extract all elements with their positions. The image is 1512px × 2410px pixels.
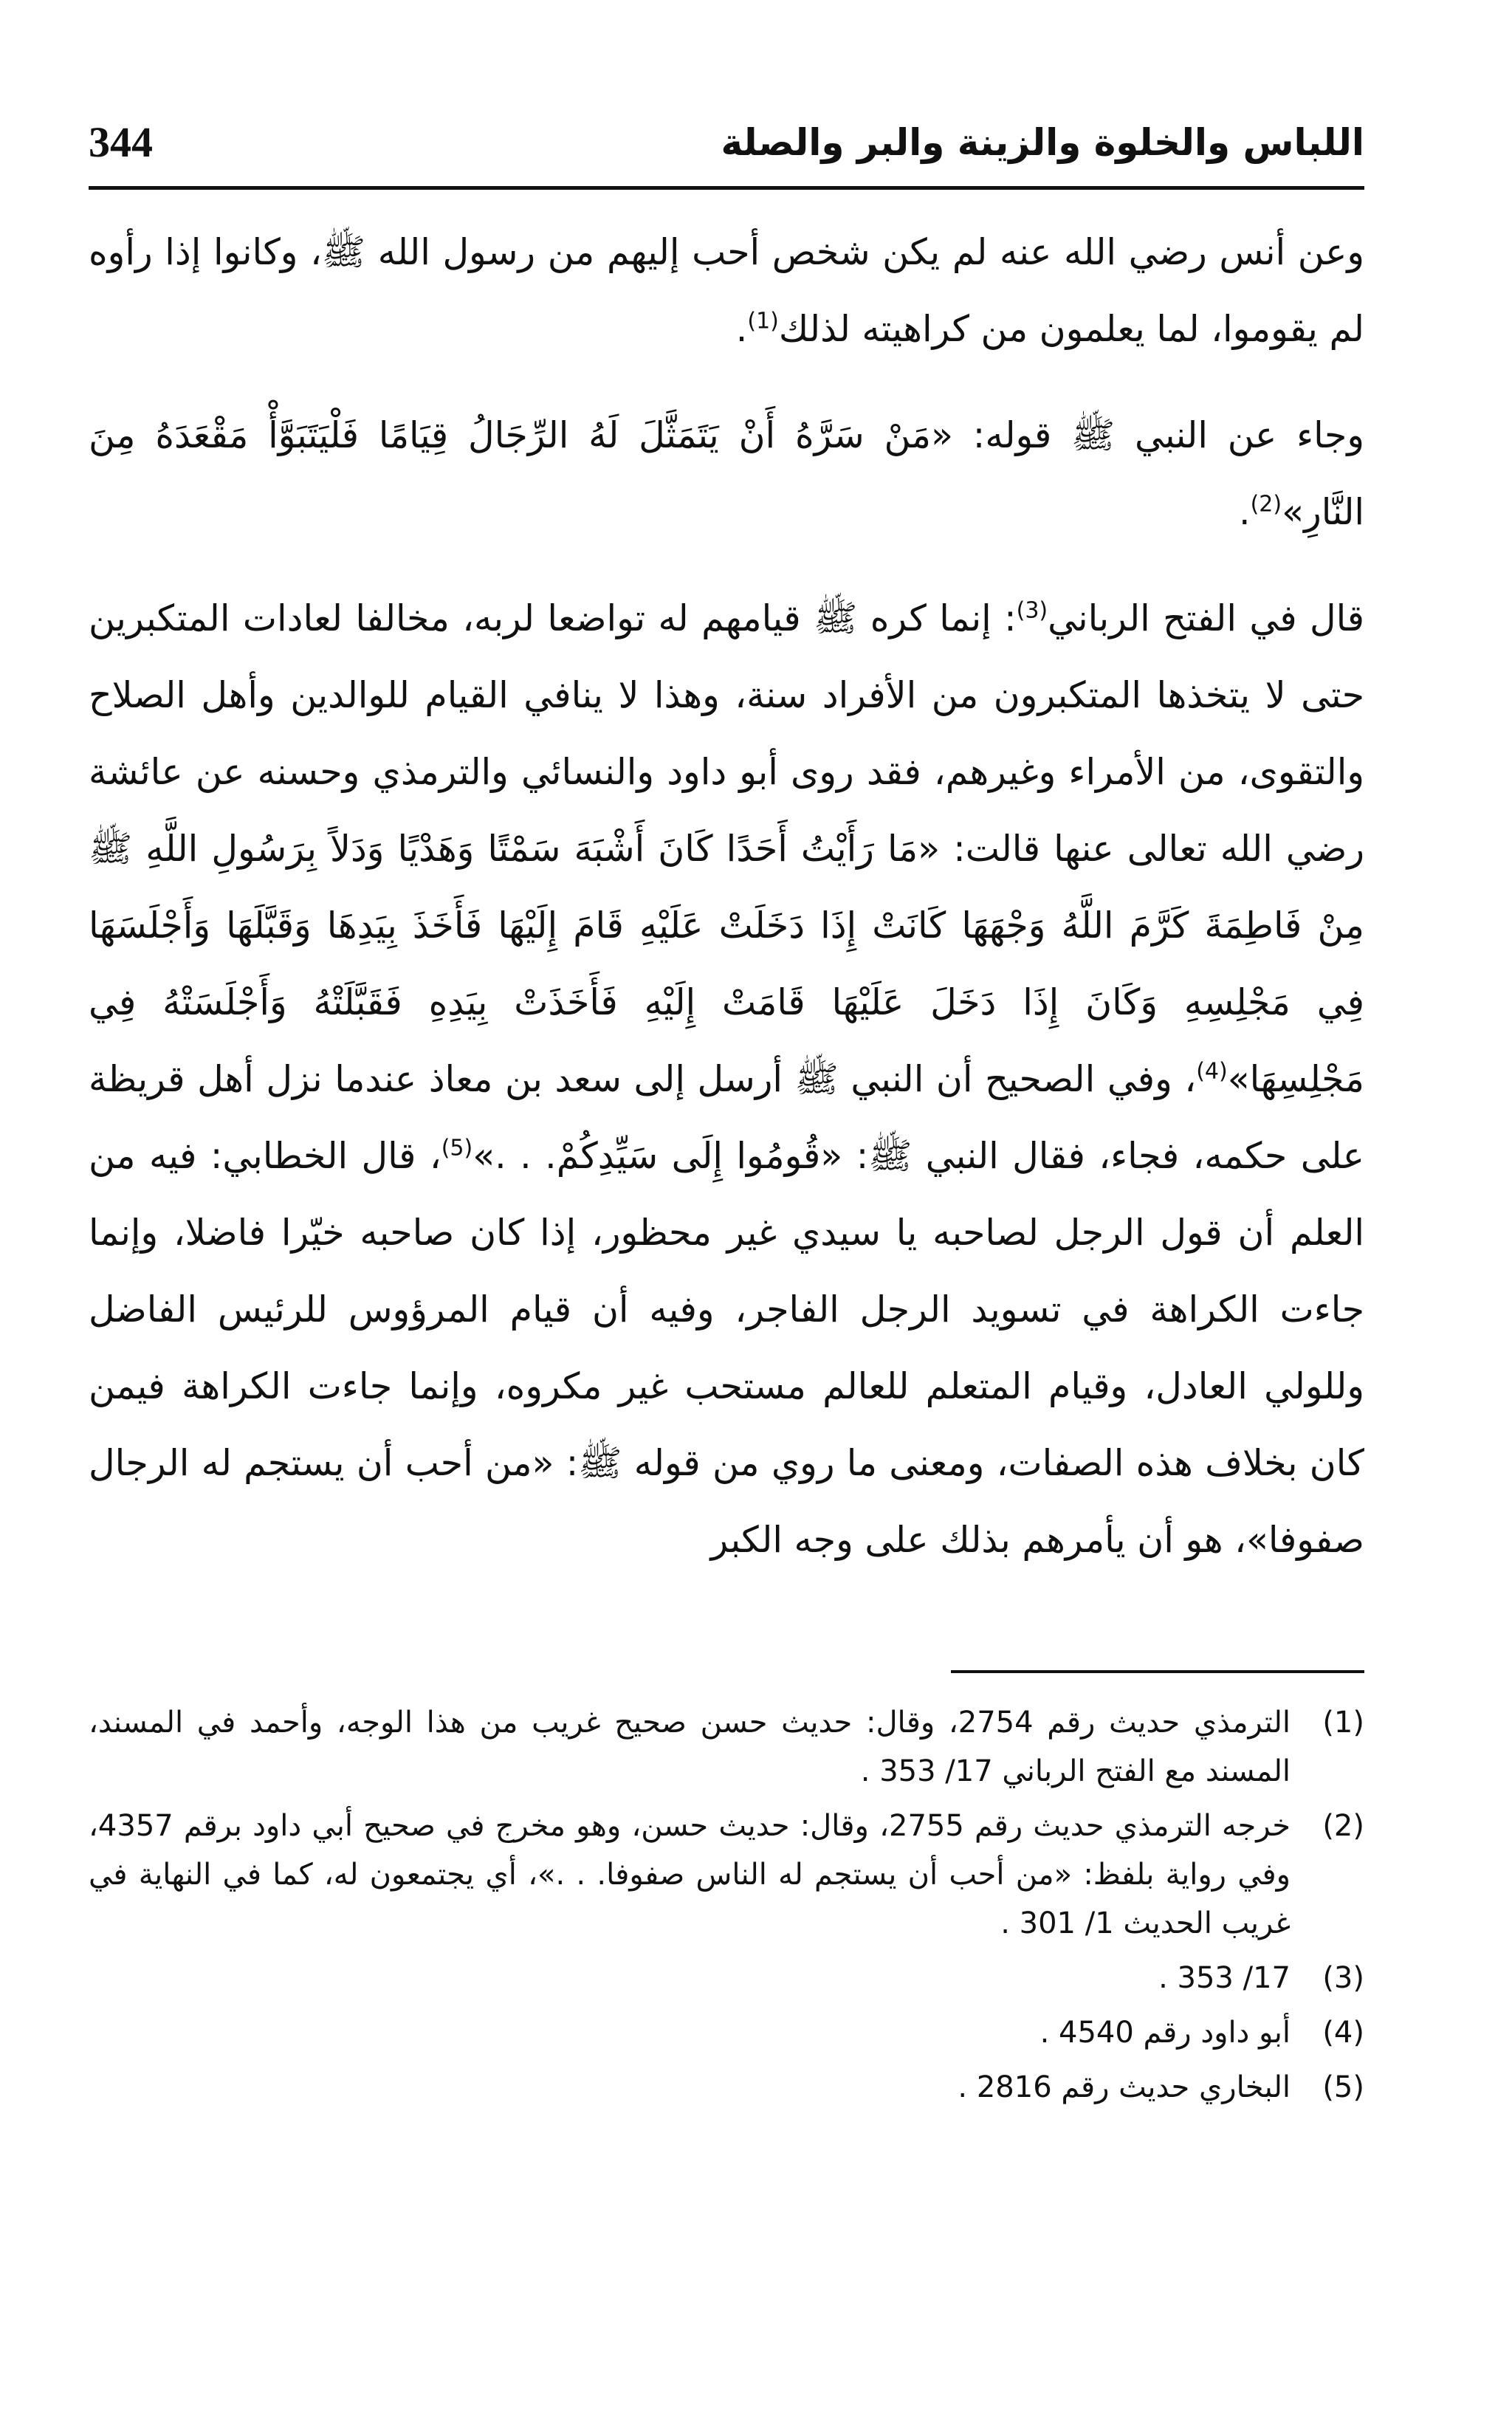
footnote-4 (89, 2008, 1364, 2057)
main-text (89, 214, 1364, 1596)
paragraph-2-end: . (1239, 491, 1251, 533)
footnote-1 (89, 1698, 1364, 1796)
paragraph-3-part-c: ، وفي الصحيح أن النبي ﷺ أرسل إلى سعد بن معاذ عندما نزل أهل قريظة على حكمه، فجاء، فقال النبي ﷺ: «قُومُوا إِلَى سَيِّدِكُمْ. . .» (89, 1058, 1365, 1177)
footnote-ref-2: (2) (1250, 491, 1282, 518)
paragraph-2-text: وجاء عن النبي ﷺ قوله: «مَنْ سَرَّهُ أَنْ يَتَمَثَّلَ لَهُ الرِّجَالُ قِيَامًا فَلْيَتَبَوَّأْ مَقْعَدَهُ مِنَ النَّارِ» (89, 414, 1364, 533)
footnote-ref-4: (4) (1196, 1058, 1228, 1085)
paragraph-1-text: وعن أنس رضي الله عنه لم يكن شخص أحب إليهم من رسول الله ﷺ، وكانوا إذا رأوه لم يقوموا، لما يعلمون من كراهيته لذلك (89, 231, 1364, 350)
footnote-ref-5: (5) (441, 1135, 473, 1161)
footnote-number: (5) (1322, 2070, 1364, 2104)
paragraph-1 (89, 214, 1364, 368)
footnote-text: خرجه الترمذي حديث رقم 2755، وقال: حديث حسن، وهو مخرج في صحيح أبي داود برقم 4357، وفي رواية بلفظ: «من أحب أن يستجم له الناس صفوفا. . .»، أي يجتمعون له، كما في النهاية في غريب الحديث 1/ 301 . (89, 1809, 1291, 1940)
footnote-number: (2) (1322, 1809, 1364, 1843)
footnote-divider (951, 1670, 1364, 1673)
footnote-3 (89, 1954, 1364, 2002)
paragraph-3 (89, 580, 1364, 1579)
footnote-ref-1: (1) (747, 308, 779, 334)
footnote-number: (4) (1322, 2016, 1364, 2050)
footnote-2 (89, 1802, 1364, 1948)
footnotes (89, 1698, 1364, 2118)
footnote-text: 17/ 353 . (1158, 1961, 1291, 1995)
footnote-text: الترمذي حديث رقم 2754، وقال: حديث حسن صحيح غريب من هذا الوجه، وأحمد في المسند، المسند مع الفتح الرباني 17/ 353 . (89, 1706, 1291, 1788)
footnote-number: (3) (1322, 1961, 1364, 1995)
paragraph-2 (89, 397, 1364, 551)
paragraph-1-end: . (735, 308, 748, 350)
footnote-text: أبو داود رقم 4540 . (1040, 2016, 1291, 2050)
paragraph-3-part-b: : إنما كره ﷺ قيامهم له تواضعا لربه، مخالفا لعادات المتكبرين حتى لا يتخذها المتكبرون من الأفراد سنة، وهذا لا ينافي القيام للوالدين وأهل الصلاح والتقوى، من الأمراء وغيرهم، فقد روى أبو داود والنسائي والترمذي وحسنه عن عائشة رضي الله تعالى عنها قالت: «مَا رَأَيْتُ أَحَدًا كَانَ أَشْبَهَ سَمْتًا وَهَدْيًا وَدَلاً بِرَسُولِ اللَّهِ ﷺ مِنْ فَاطِمَةَ كَرَّمَ اللَّهُ وَجْهَهَا كَانَتْ إِذَا دَخَلَتْ عَلَيْهِ قَامَ إِلَيْهَا فَأَخَذَ بِيَدِهَا وَقَبَّلَهَا وَأَجْلَسَهَا فِي مَجْلِسِهِ وَكَانَ إِذَا دَخَلَ عَلَيْهَا قَامَتْ إِلَيْهِ فَأَخَذَتْ بِيَدِهِ فَقَبَّلَتْهُ وَأَجْلَسَتْهُ فِي مَجْلِسِهَا» (89, 597, 1364, 1100)
paragraph-3-part-d: ، قال الخطابي: فيه من العلم أن قول الرجل لصاحبه يا سيدي غير محظور، إذا كان صاحبه خيّرا فاضلا، وإنما جاءت الكراهة في تسويد الرجل الفاجر، وفيه أن قيام المرؤوس للرئيس الفاضل وللولي العادل، وقيام المتعلم للعالم مستحب غير مكروه، وإنما جاءت الكراهة فيمن كان بخلاف هذه الصفات، ومعنى ما روي من قوله ﷺ: «من أحب أن يستجم له الرجال صفوفا»، هو أن يأمرهم بذلك على وجه الكبر (89, 1135, 1364, 1561)
page-number: 344 (89, 118, 153, 166)
running-title: اللباس والخلوة والزينة والبر والصلة (721, 121, 1364, 164)
footnote-5 (89, 2063, 1364, 2112)
footnote-number: (1) (1322, 1706, 1364, 1740)
paragraph-3-part-a: قال في الفتح الرباني (1048, 597, 1364, 639)
header-divider (89, 186, 1364, 190)
footnote-ref-3: (3) (1016, 597, 1048, 624)
footnote-text: البخاري حديث رقم 2816 . (958, 2070, 1291, 2104)
page-header (89, 109, 1364, 190)
